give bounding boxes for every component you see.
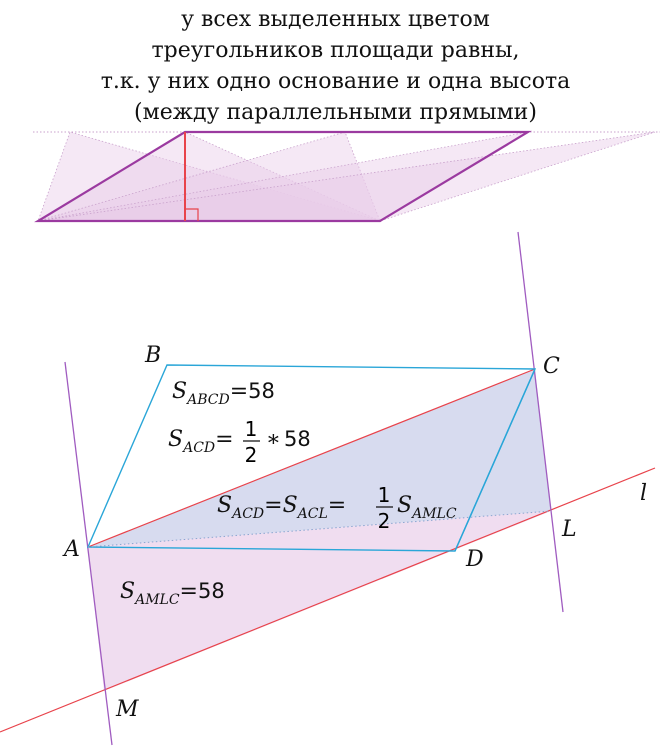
formula-acd-denominator: 2: [244, 443, 258, 467]
formula-eq-s1: S: [217, 493, 233, 518]
formula-acd-eq: =: [215, 427, 234, 452]
label-a: A: [64, 537, 80, 562]
formula-area-acd: [168, 417, 311, 467]
formula-acd-sub: ACD: [183, 440, 216, 456]
main-construction: [0, 232, 655, 745]
svg-text:∗58: [266, 427, 311, 452]
label-c: C: [543, 354, 560, 379]
formula-eq-s2: S: [282, 493, 298, 518]
formula-acd-value: 58: [283, 427, 311, 451]
caption-line-2: треугольников площади равны,: [151, 38, 520, 63]
label-d: D: [466, 547, 484, 572]
formula-amlc-s: S: [120, 579, 136, 604]
top-illustration: [33, 132, 660, 221]
formula-eq-eq1: =: [264, 493, 283, 518]
formula-eq-s3: S: [397, 493, 413, 518]
formula-amlc-eq: =: [179, 579, 198, 604]
svg-text:SABCD=58: [172, 379, 275, 408]
formula-abcd-sub: ABCD: [187, 392, 230, 408]
formula-abcd-eq: =: [229, 379, 249, 404]
formula-eq-numerator: 1: [377, 483, 391, 507]
formula-abcd-value: 58: [248, 379, 275, 403]
formula-abcd-s: S: [172, 379, 188, 404]
formula-acd-s: S: [168, 427, 184, 452]
formula-eq-sub1: ACD: [232, 506, 265, 522]
formula-eq-sub2: ACL: [297, 506, 328, 522]
label-b: B: [145, 343, 162, 368]
formula-acd-numerator: 1: [244, 417, 258, 441]
svg-text:SACD=: [168, 427, 234, 456]
formula-eq-sub3: AMLC: [412, 506, 457, 522]
caption-line-4: (между параллельными прямыми): [134, 100, 537, 125]
caption-line-3: т.к. у них одно основание и одна высота: [100, 69, 571, 94]
formula-amlc-sub: AMLC: [135, 592, 180, 608]
label-l-point: L: [562, 517, 577, 542]
label-line-l: l: [640, 481, 648, 506]
caption-line-1: у всех выделенных цветом: [181, 7, 490, 32]
label-m: M: [116, 697, 139, 722]
formula-amlc-value: 58: [197, 579, 225, 603]
formula-eq-denominator: 2: [377, 509, 391, 533]
formula-area-abcd: [172, 379, 275, 408]
formula-acd-op: ∗: [266, 427, 281, 452]
formula-eq-eq2: =: [327, 493, 347, 518]
